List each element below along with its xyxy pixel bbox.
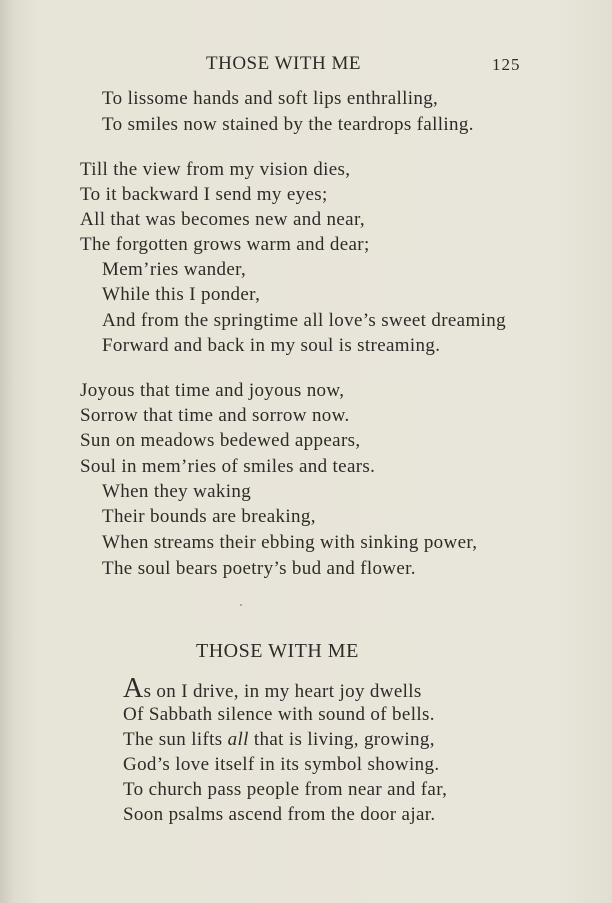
poem-line: God’s love itself in its symbol showing. [123, 754, 440, 775]
poem-line: To it backward I send my eyes; [80, 184, 328, 205]
poem-first-line [123, 673, 422, 704]
poem-line: When they waking [102, 481, 252, 502]
poem-line: Soul in mem’ries of smiles and tears. [80, 456, 376, 477]
poem-line: And from the springtime all love’s sweet dreaming [102, 310, 506, 331]
poem-line: All that was becomes new and near, [80, 209, 365, 230]
poem-line: To smiles now stained by the teardrops falling. [102, 114, 474, 135]
page-number: 125 [492, 55, 521, 74]
poem-line: Mem’ries wander, [102, 259, 247, 280]
poem-line: The forgotten grows warm and dear; [80, 234, 370, 255]
poem-line: Their bounds are breaking, [102, 506, 316, 527]
poem-line: To lissome hands and soft lips enthralling, [102, 88, 439, 109]
section-dot [240, 604, 242, 606]
poem-line: The soul bears poetry’s bud and flower. [102, 558, 416, 579]
poem-line: Sun on meadows bedewed appears, [80, 430, 361, 451]
drop-cap: A [123, 673, 144, 704]
line-text: that is living, growing, [248, 729, 435, 750]
poem-line: Forward and back in my soul is streaming. [102, 335, 441, 356]
poem-line: Joyous that time and joyous now, [80, 380, 345, 401]
poem-line: Till the view from my vision dies, [80, 159, 351, 180]
poem-line: When streams their ebbing with sinking power, [102, 532, 478, 553]
running-head [0, 53, 612, 77]
line-text: The sun lifts [123, 729, 228, 750]
poem-title: THOSE WITH ME [196, 640, 359, 662]
poem-line: To church pass people from near and far, [123, 779, 448, 800]
poem-line: Soon psalms ascend from the door ajar. [123, 804, 436, 825]
poem-line [123, 729, 435, 751]
running-title: THOSE WITH ME [206, 53, 361, 74]
poem-line: While this I ponder, [102, 284, 261, 305]
first-line-text: s on I drive, in my heart joy dwells [143, 681, 422, 702]
poem-line: Sorrow that time and sorrow now. [80, 405, 350, 426]
italic-word: all [227, 729, 249, 750]
poem-line: Of Sabbath silence with sound of bells. [123, 704, 435, 725]
